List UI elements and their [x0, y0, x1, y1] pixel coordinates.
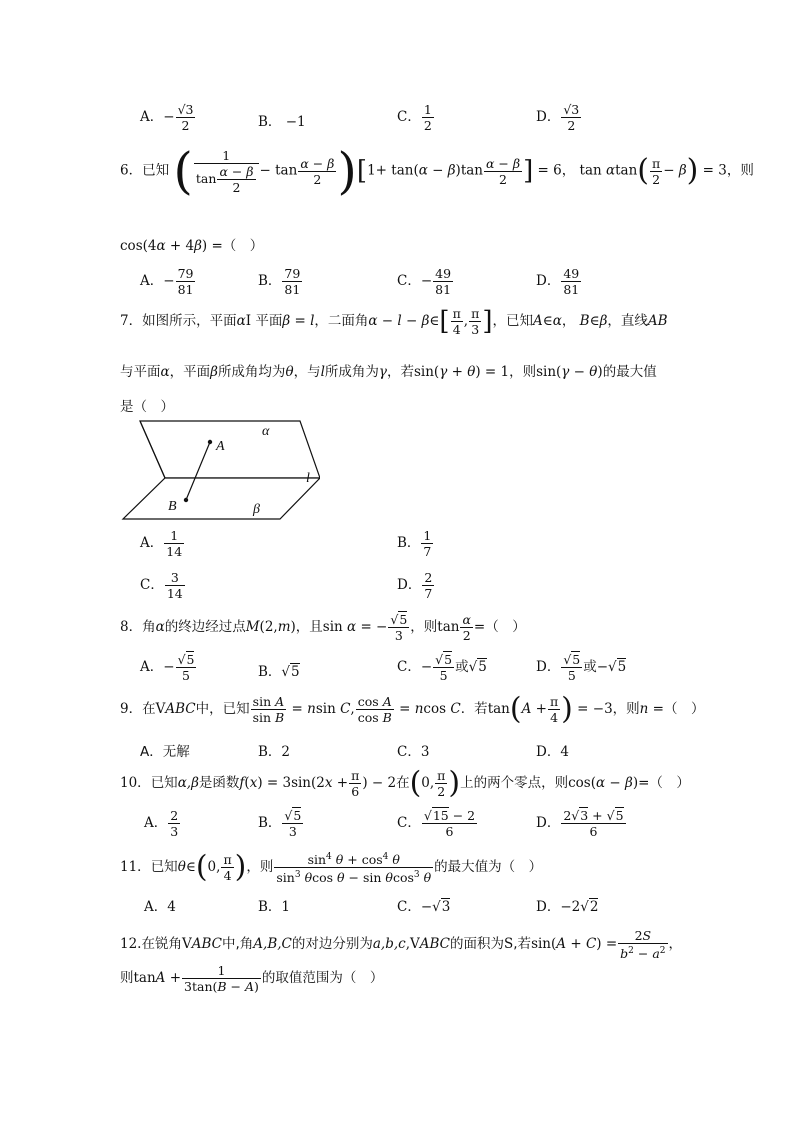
q11-option-a: A．4 [144, 899, 176, 915]
q7-figure [120, 418, 320, 524]
plane-beta [123, 478, 320, 519]
question-number: 6． [120, 162, 143, 179]
point-b [184, 498, 188, 502]
q7-stem-line2: 与平面α，平面β所成角均为θ，与l所成角为γ，若sin(γ + θ) = 1，则sin(γ − θ)的最大值 [120, 364, 657, 380]
q6-option-a: A．− $\frac{79}{81}$ [140, 266, 194, 297]
q11-option-b: B．1 [258, 899, 291, 915]
label-b: B [168, 499, 177, 514]
q8-option-a: A．− $\frac{√5}{5}$ [140, 652, 195, 683]
q6-option-d: D． $\frac{49}{81}$ [536, 266, 580, 297]
q9-stem: 9．在VABC中，已知 $\frac{\text{sin A}}{\text{sin B}}$ = nsin C, $\frac{\text{cos A}}{\text{cos B}}$ = ncos C．若tan(A + $\frac{\pi}{4}$ ) = −3，则n =（ ） [120, 691, 705, 727]
q9-option-d: D．4 [536, 744, 569, 760]
point-a [208, 440, 212, 444]
option-label: A． [140, 109, 164, 125]
q7-stem-line1: 7．如图所示，平面αI 平面β = l，二面角α − l − β∈[ $\frac{\pi}{4}$ , $\frac{\pi}{3}$ ]，已知A∈α， B∈β，直线AB [120, 306, 668, 337]
q10-option-b: B． $\frac{√5}{3}$ [258, 808, 302, 839]
q9-option-a: A．无解 [140, 744, 190, 760]
q7-option-a: A． $\frac{1}{14}$ [140, 528, 183, 559]
q7-option-b: B． $\frac{1}{7}$ [397, 528, 432, 559]
option-label: C． [397, 109, 421, 125]
label-l: l [306, 471, 310, 486]
option-label: B． [258, 114, 282, 130]
q10-stem: 10．已知α,β是函数f(x) = 3sin(2x + $\frac{\pi}{6}$ ) − 2在(0, $\frac{\pi}{2}$ )上的两个零点，则cos(α − β)=（ ） [120, 765, 690, 801]
q11-stem: 11．已知θ∈(0, $\frac{\pi}{4}$ )，则 $\frac{\sin^4 \theta + \cos^4 \theta}{\sin^3 \theta\cos \theta - \sin \theta\cos^3 \theta}$ 的最大值为（ ） [120, 849, 543, 886]
q7-option-c: C． $\frac{3}{14}$ [140, 570, 183, 601]
fraction: $\frac{√3}{2}$ [177, 102, 194, 133]
plane-alpha [140, 421, 320, 478]
q8-option-b: B．√5 [258, 664, 300, 680]
q12-stem-line2: 则tanA + $\frac{1}{3\tan(B - A)}$ 的取值范围为（ ） [120, 963, 384, 994]
q9-option-b: B．2 [258, 744, 291, 760]
q6-option-c: C．− $\frac{49}{81}$ [397, 266, 452, 297]
q8-option-d: D． $\frac{√5}{5}$ 或−√5 [536, 652, 627, 683]
q10-option-c: C． $\frac{√15 - 2}{6}$ [397, 808, 476, 839]
q8-option-c: C．− $\frac{√5}{5}$ 或√5 [397, 652, 487, 683]
q6-stem-line1: 6．已知 ( 1 tan $\frac{\alpha - \beta}{2}$ − tan $\frac{\alpha - \beta}{2}$ )[1+ tan(α − β)tan $\frac{\alpha - \beta}{2}$ ] = 6， tan αtan( $\frac{\pi}{2}$ − β) = 3，则 [120, 142, 754, 200]
q12-stem-line1: 12.在锐角VABC中,角A,B,C的对边分别为a,b,c,VABC的面积为S,若sin(A + C) = $\frac{2S}{b^2 - a^2}$ ， [120, 928, 683, 962]
q10-option-d: D． $\frac{2√3 + √5}{6}$ [536, 808, 624, 839]
q9-option-c: C．3 [397, 744, 430, 760]
q5-option-b: B． −1 [258, 114, 306, 130]
q5-option-c: C． $\frac{1}{2}$ [397, 102, 432, 133]
q6-option-b: B． $\frac{79}{81}$ [258, 266, 301, 297]
label-beta: β [253, 502, 260, 517]
q10-option-a: A． $\frac{2}{3}$ [144, 808, 179, 839]
q11-option-c: C．−√3 [397, 899, 451, 915]
q8-stem: 8．角α的终边经过点M(2,m)，且sin α = − $\frac{√5}{3}$ ，则tan $\frac{\alpha}{2}$ =（ ） [120, 612, 526, 643]
option-label: D． [536, 109, 561, 125]
q11-option-d: D．−2√2 [536, 899, 599, 915]
q5-option-d: D． $\frac{√3}{2}$ [536, 102, 580, 133]
label-alpha: α [262, 424, 270, 439]
label-a: A [216, 439, 225, 454]
q7-stem-line3: 是（ ） [120, 399, 174, 415]
q5-option-a: A．− $\frac{√3}{2}$ [140, 102, 194, 133]
q7-option-d: D． $\frac{2}{7}$ [397, 570, 433, 601]
q6-stem-line2: cos(4α + 4β) =（ ） [120, 238, 264, 254]
